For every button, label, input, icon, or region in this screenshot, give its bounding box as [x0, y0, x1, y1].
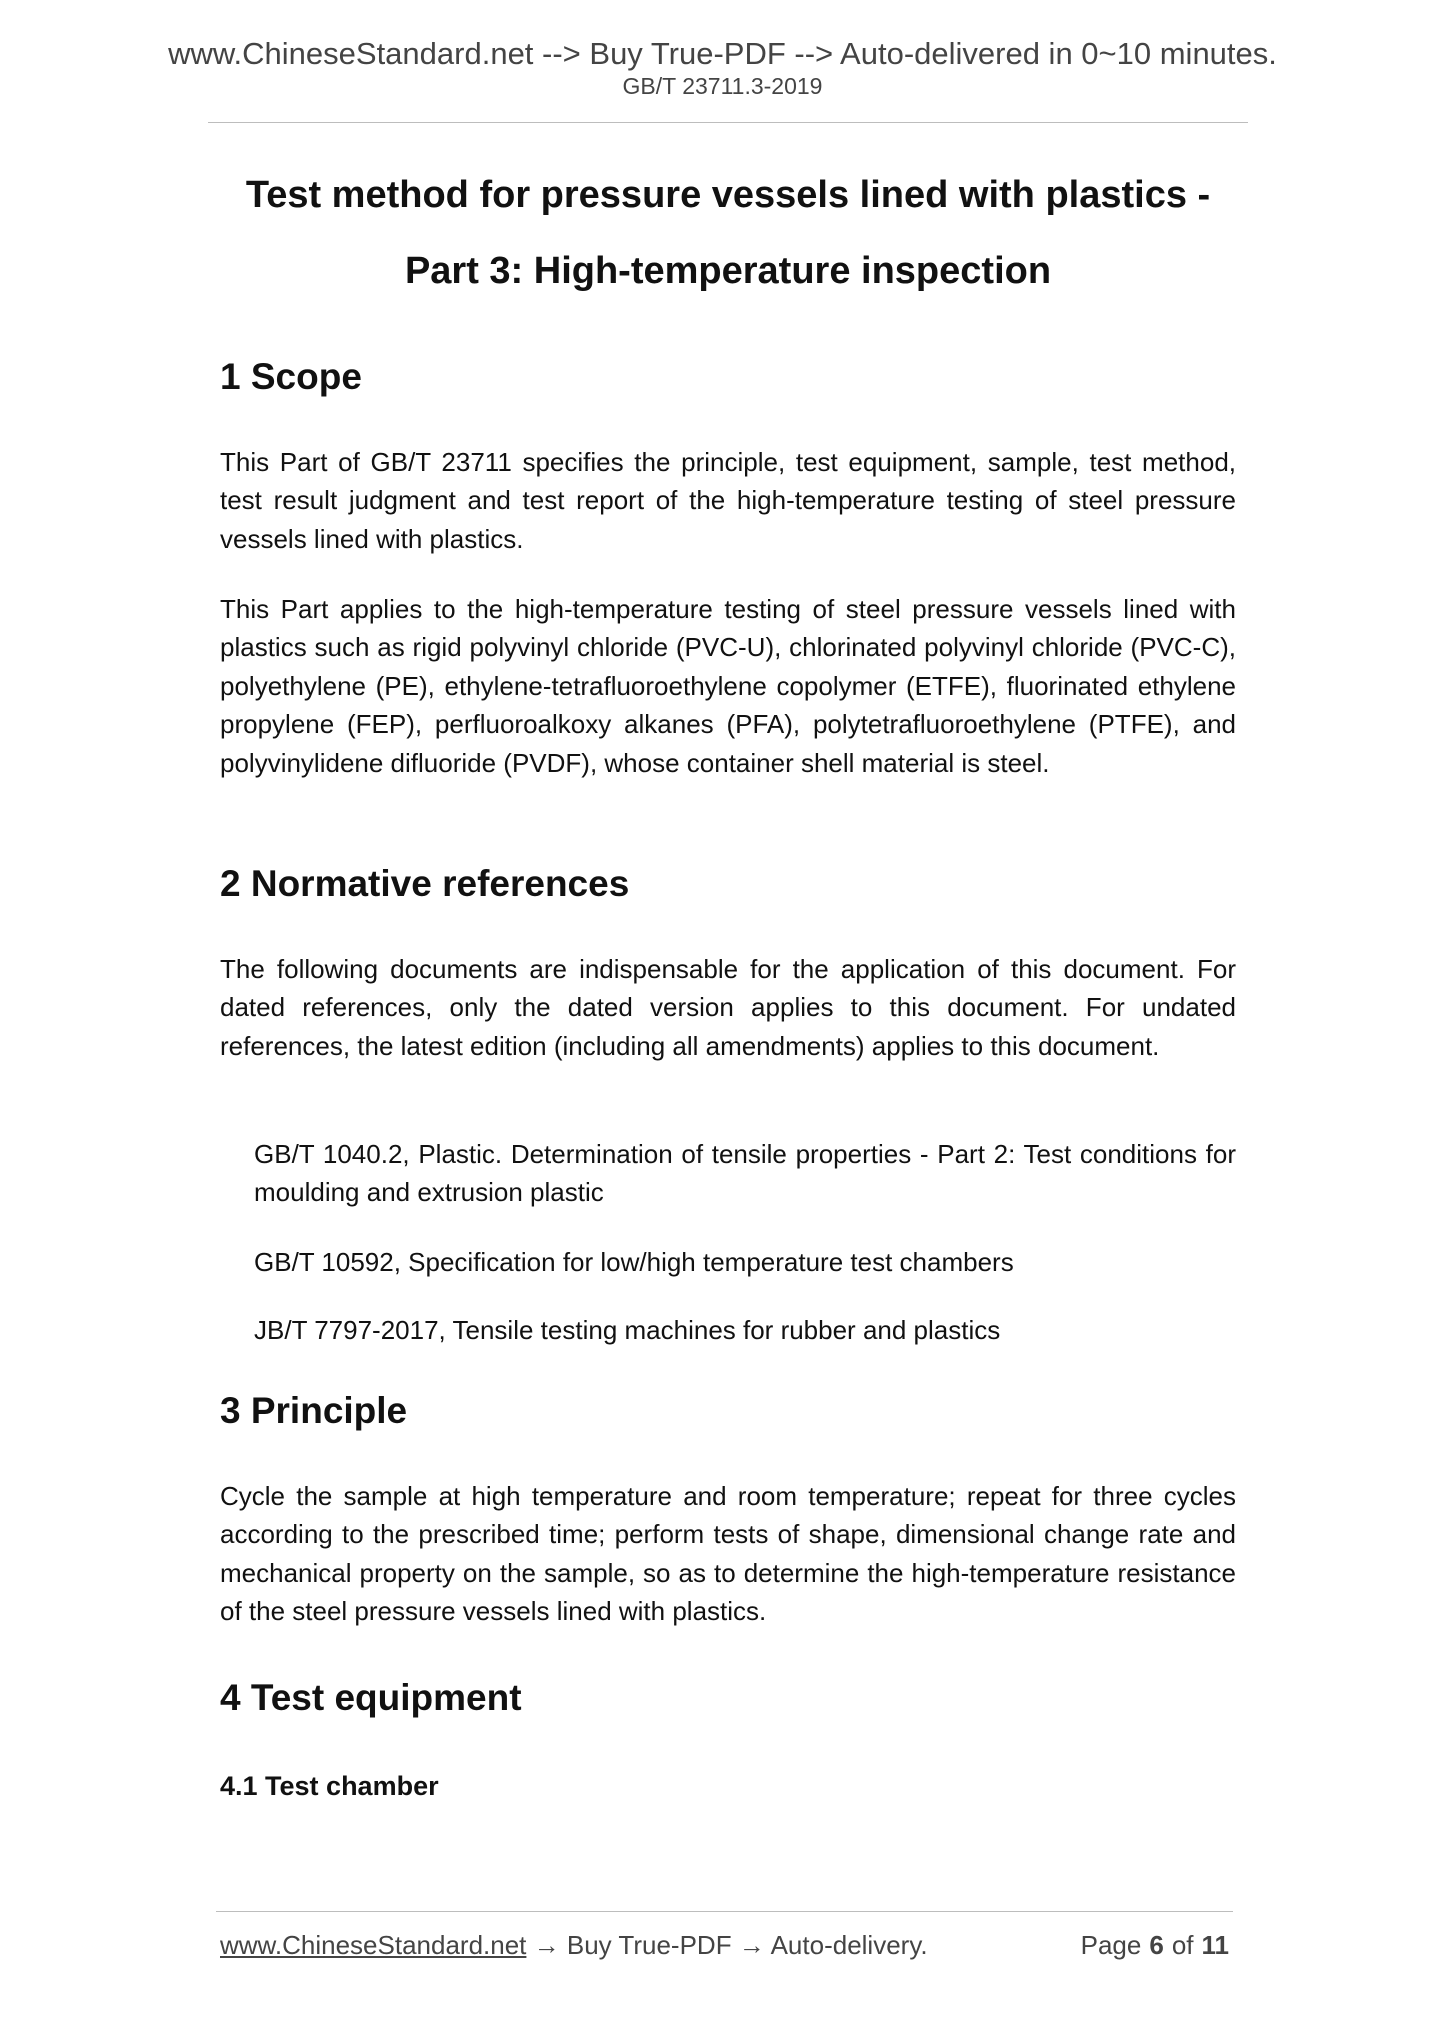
- footer-text: → Buy True-PDF → Auto-delivery.: [533, 1930, 928, 1960]
- normative-paragraph: The following documents are indispensable for the application of this document. For dated references, only the dated version applies to this document. For undated references, the latest edition (including all amendments) applies to this document.: [220, 954, 1236, 1061]
- scope-paragraph-1: This Part of GB/T 23711 specifies the principle, test equipment, sample, test method, test result judgment and test report of the high-temperature testing of steel pressure vessels lined with plastics.: [220, 447, 1236, 554]
- footer-divider: [216, 1911, 1233, 1912]
- reference-item: GB/T 10592, Specification for low/high temperature test chambers: [254, 1247, 1014, 1277]
- scope-paragraph-2: This Part applies to the high-temperature testing of steel pressure vessels lined with plastics such as rigid polyvinyl chloride (PVC-U), chlorinated polyvinyl chloride (PVC-C), polyethylene (PE), ethylene-tetrafluoroethylene copolymer (ETFE), fluorinated ethylene propylene (FEP), perfluoroalkoxy alkanes (PFA), polytetrafluoroethylene (PTFE), and polyvinylidene difluoride (PVDF), whose container shell material is steel.: [220, 594, 1236, 778]
- page-label: Page: [1080, 1930, 1142, 1960]
- page-current: 6: [1149, 1930, 1164, 1960]
- principle-paragraph: Cycle the sample at high temperature and room temperature; repeat for three cycles according to the prescribed time; perform tests of shape, dimensional change rate and mechanical property on the sample, so as to determine the high-temperature resistance of the steel pressure vessels lined with plastics.: [220, 1481, 1236, 1627]
- header-divider: [208, 122, 1248, 123]
- document-title-line-1: Test method for pressure vessels lined with plastics -: [245, 174, 1211, 216]
- section-heading-test-equipment: 4 Test equipment: [220, 1677, 522, 1718]
- page-total: 11: [1201, 1930, 1229, 1960]
- top-banner: www.ChineseStandard.net --> Buy True-PDF --> Auto-delivered in 0~10 minutes.: [168, 36, 1277, 71]
- reference-item: JB/T 7797-2017, Tensile testing machines for rubber and plastics: [254, 1315, 1001, 1345]
- page-of-label: of: [1171, 1930, 1194, 1960]
- section-heading-scope: 1 Scope: [220, 356, 362, 397]
- document-title-line-2: Part 3: High-temperature inspection: [404, 250, 1052, 292]
- page-indicator: [1081, 1932, 1229, 1958]
- footer-website-link[interactable]: www.ChineseStandard.net: [220, 1930, 527, 1960]
- footer-left: [220, 1932, 928, 1958]
- subsection-heading-test-chamber: 4.1 Test chamber: [220, 1771, 439, 1801]
- document-code: GB/T 23711.3-2019: [622, 73, 823, 99]
- reference-item: GB/T 1040.2, Plastic. Determination of tensile properties - Part 2: Test conditions for moulding and extrusion plastic: [254, 1139, 1236, 1208]
- section-heading-normative-references: 2 Normative references: [220, 863, 630, 904]
- section-heading-principle: 3 Principle: [220, 1390, 408, 1431]
